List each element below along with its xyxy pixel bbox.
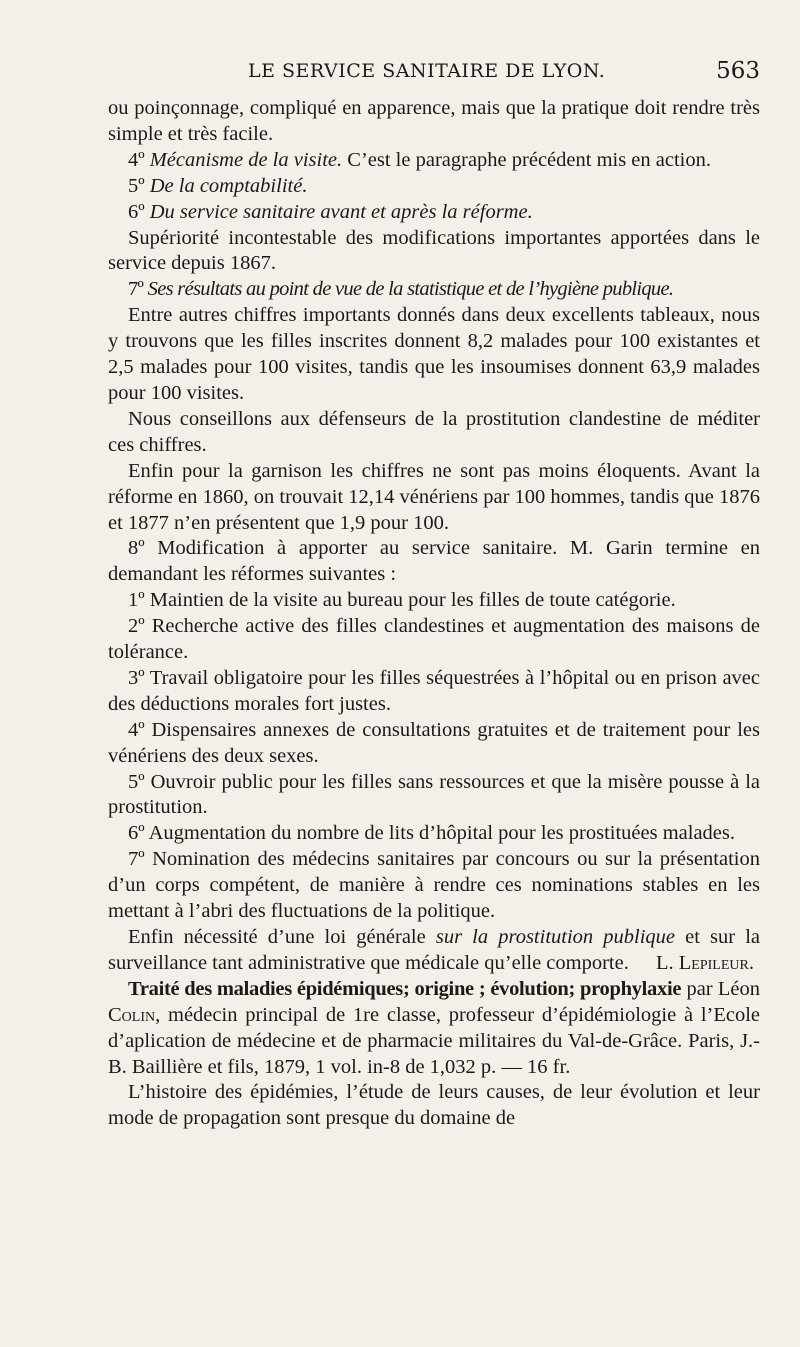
paragraph: 8º Modification à apporter au service sanitaire. M. Garin termine en demandant les réformes suivantes : xyxy=(108,537,760,586)
list-item: 6º Augmentation du nombre de lits d’hôpital pour les prostituées malades. xyxy=(128,822,736,845)
section-title: Ses résultats au point de vue de la statistique et de l’hygiène publique. xyxy=(147,278,674,301)
paragraph: ou poinçonnage, compliqué en apparence, mais que la pratique doit rendre très simple et très facile. xyxy=(108,97,760,145)
paragraph xyxy=(108,148,760,174)
section-number: 7º xyxy=(128,278,144,301)
paragraph xyxy=(108,174,760,200)
paragraph-text: et sur la surveillance tant administrative que médicale qu’elle comporte. xyxy=(108,926,761,974)
section-title: Mécanisme de la visite. xyxy=(149,148,343,171)
paragraph: Enfin pour la garnison les chiffres ne sont pas moins éloquents. Avant la réforme en 1860, on trouvait 12,14 vénériens par 100 hommes, tandis que 1876 et 1877 n’en présentent que 1,9 pour 100. xyxy=(108,459,760,534)
section-title: Du service sanitaire avant et après la réforme. xyxy=(149,200,533,223)
paragraph: L’histoire des épidémies, l’étude de leurs causes, de leur évolution et leur mode de propagation sont presque du domaine de xyxy=(108,1081,760,1130)
page-number: 563 xyxy=(716,58,760,84)
paragraph-text: par Léon xyxy=(686,977,761,1000)
list-item: 3º Travail obligatoire pour les filles séquestrées à l’hôpital ou en prison avec des déductions morales fort justes. xyxy=(108,666,760,715)
list-item: 5º Ouvroir public pour les filles sans ressources et que la misère pousse à la prostitution. xyxy=(108,770,760,819)
paragraph: Nous conseillons aux défenseurs de la prostitution clandestine de méditer ces chiffres. xyxy=(108,407,760,456)
list-item: 1º Maintien de la visite au bureau pour les filles de toute catégorie. xyxy=(128,589,676,612)
paragraph-text: C’est le paragraphe précédent mis en action. xyxy=(347,148,711,171)
list-item: 2º Recherche active des filles clandestines et augmentation des maisons de tolérance. xyxy=(108,615,760,664)
paragraph xyxy=(108,925,760,977)
section-number: 6º xyxy=(128,200,145,223)
paragraph xyxy=(108,200,760,226)
page-body xyxy=(108,96,760,1132)
book-author: Colin, xyxy=(108,1003,161,1026)
emphasis-text: sur la prostitution publique xyxy=(435,926,676,948)
paragraph: Supériorité incontestable des modifications importantes apportées dans le service depuis 1867. xyxy=(108,226,760,275)
book-title: Traité des maladies épidémiques; origine ; évolution; prophylaxie xyxy=(128,977,682,1000)
paragraph-text: Enfin nécessité d’une loi générale xyxy=(128,926,426,948)
list-item: 4º Dispensaires annexes de consultations gratuites et de traitement pour les vénériens des deux sexes. xyxy=(108,718,760,767)
author-signature: L. Lepileur. xyxy=(656,951,754,974)
paragraph: Entre autres chiffres importants donnés dans deux excellents tableaux, nous y trouvons que les filles inscrites donnent 8,2 malades pour 100 existantes et 2,5 malades pour 100 visites, tandis que les insoumises donnent 63,9 malades pour 100 visites. xyxy=(108,304,760,404)
section-number: 5º xyxy=(128,174,145,197)
section-title: De la comptabilité. xyxy=(149,174,308,197)
page-header xyxy=(108,60,760,90)
running-title: LE SERVICE SANITAIRE DE LYON. xyxy=(248,60,606,82)
paragraph-text: médecin principal de 1re classe, professeur d’épidémiologie à l’Ecole d’aplication de médecine et de pharmacie militaires du Val-de-Grâce. Paris, J.-B. Baillière et fils, 1879, 1 vol. in-8 de 1,032 p. — 16 fr. xyxy=(108,1003,761,1078)
section-number: 4º xyxy=(128,148,145,171)
list-item: 7º Nomination des médecins sanitaires par concours ou sur la présentation d’un corps compétent, de manière à rendre ces nominations stables en les mettant à l’abri des fluctuations de la politique. xyxy=(108,848,760,923)
paragraph xyxy=(108,277,760,303)
book-review-entry xyxy=(108,977,760,1081)
